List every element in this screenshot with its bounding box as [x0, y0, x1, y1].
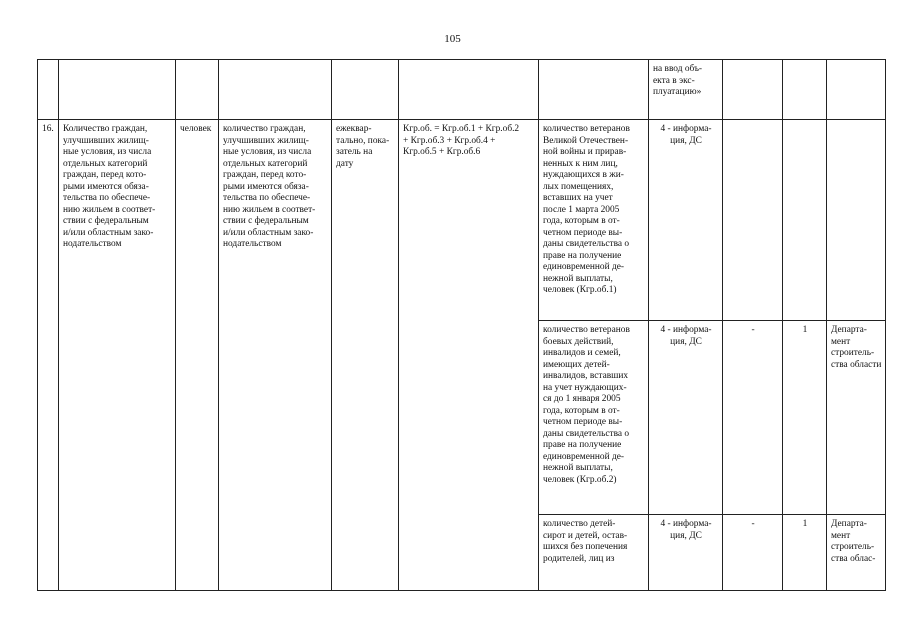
table-row: [38, 120, 886, 321]
col10-cell: [783, 321, 827, 515]
formula: Кгр.об. = Кгр.об.1 + Кгр.об.2 + Кгр.об.3 + Кгр.об.4 + Кгр.об.5 + Кгр.об.6: [403, 124, 520, 157]
definition: количество граждан, улучшивших жилищ- ные условия, из числа отдельных категорий граждан, перед кото- рыми имеются обяза- тельства по обеспече- нию жильем в соответ- ствии с федеральным и/или областным зако- нодательством: [223, 124, 316, 249]
indicator-name: Количество граждан, улучшивших жилищ- ные условия, из числа отдельных категорий граждан, перед кото- рыми имеются обяза- тельства по обеспече- нию жильем в соответ- ствии с федеральным и/или областным зако- нодательством: [63, 124, 156, 249]
col10-cell: [783, 120, 827, 321]
indicators-table: [37, 59, 886, 591]
responsible: Департа- мент строитель- ства области: [831, 325, 882, 370]
cell: [723, 60, 783, 120]
data-source-cell: [649, 120, 723, 321]
component-description: количество ветеранов Великой Отечествен- ной войны и прирав- ненных к ним лиц, нуждающихся в жи- лых помещениях, вставших на учет после 1 марта 2005 года, которым в от- четном периоде вы- даны свидетельства о праве на получение единовременной де- нежной выплаты, человек (Кгр.об.1): [543, 124, 630, 295]
continuation-source-cell: [649, 60, 723, 120]
col9-cell: [723, 515, 783, 591]
continuation-row: [38, 60, 886, 120]
cell: [827, 60, 886, 120]
col9-value: -: [751, 519, 755, 529]
cell: [783, 60, 827, 120]
col9-value: -: [751, 325, 755, 335]
page-number: 105: [444, 33, 461, 45]
responsible-cell: [827, 321, 886, 515]
definition-cell: [219, 120, 332, 591]
component-description-cell: [539, 120, 649, 321]
periodicity: ежеквар- тально, пока- затель на дату: [336, 124, 390, 169]
row-number-cell: [38, 120, 59, 591]
col10-cell: [783, 515, 827, 591]
data-source-cell: [649, 515, 723, 591]
component-description: количество ветеранов боевых действий, инвалидов и семей, имеющих детей- инвалидов, вставших на учет нуждающих- ся до 1 января 2005 года, которым в от- четном периоде вы- даны свидетельства о праве на получение единовременной де- нежной выплаты, человек (Кгр.об.2): [543, 325, 630, 485]
component-description-cell: [539, 515, 649, 591]
cell: [399, 60, 539, 120]
col10-value: 1: [802, 519, 808, 529]
responsible: Департа- мент строитель- ства облас-: [831, 519, 876, 564]
unit: человек: [180, 124, 212, 134]
row-number: 16.: [42, 124, 54, 134]
data-source: 4 - информа- ция, ДС: [660, 325, 712, 347]
cell: [38, 60, 59, 120]
cell: [332, 60, 399, 120]
data-source: 4 - информа- ция, ДС: [660, 519, 712, 541]
component-description: количество детей- сирот и детей, остав- шихся без попечения родителей, лиц из: [543, 519, 628, 564]
cell: [176, 60, 219, 120]
cell: [59, 60, 176, 120]
indicator-name-cell: [59, 120, 176, 591]
responsible-cell: [827, 120, 886, 321]
data-source: 4 - информа- ция, ДС: [660, 124, 712, 146]
cell: [539, 60, 649, 120]
continuation-source-text: на ввод объ- екта в экс- плуатацию»: [653, 64, 703, 97]
formula-cell: [399, 120, 539, 591]
component-description-cell: [539, 321, 649, 515]
responsible-cell: [827, 515, 886, 591]
col9-cell: [723, 321, 783, 515]
cell: [219, 60, 332, 120]
col9-cell: [723, 120, 783, 321]
col10-value: 1: [802, 325, 808, 335]
periodicity-cell: [332, 120, 399, 591]
data-source-cell: [649, 321, 723, 515]
unit-cell: [176, 120, 219, 591]
